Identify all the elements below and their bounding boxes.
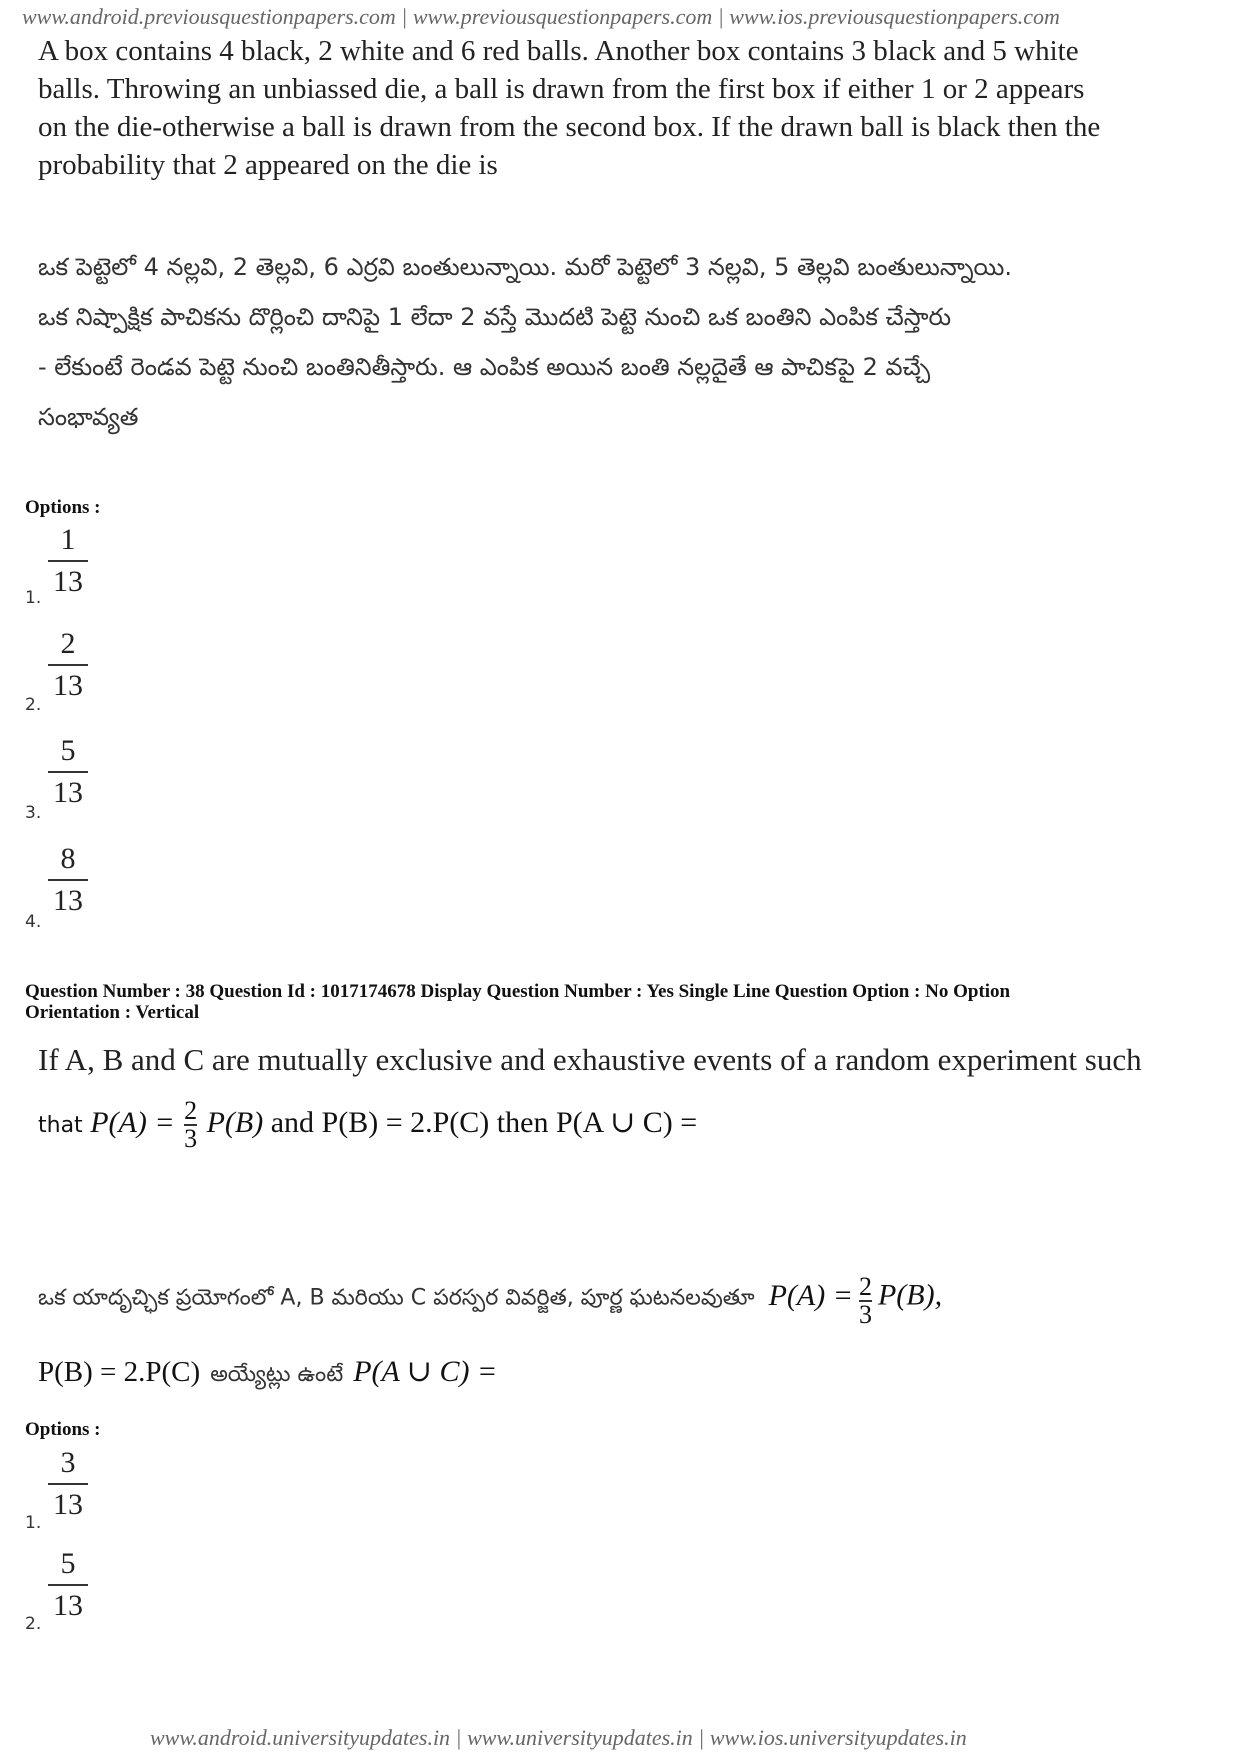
question-text-line: on the die-otherwise a ball is drawn from the second box. If the drawn ball is black then the [38,111,1101,143]
question-text-line: సంభావ్యత [38,403,139,431]
fraction-bar [48,1584,88,1586]
fraction-denominator: 3 [184,1124,198,1153]
fraction-denominator: 13 [53,776,83,809]
fraction-bar [48,771,88,773]
equation-term: P(B), [877,1278,943,1312]
fraction-numerator: 2 [858,1272,872,1301]
options-label: Options : [25,497,101,518]
question-text-line: - లేకుంటే రెండవ పెట్టె నుంచి బంతినితీస్తారు. ఆ ఎంపిక అయిన బంతి నల్లదైతే ఆ పాచికపై 2 వచ్చే [38,353,931,381]
option-number: 4. [25,912,42,932]
option-number: 2. [25,1614,42,1634]
meta-line: Orientation : Vertical [25,1002,200,1023]
option-fraction[interactable] [48,841,88,917]
equation-term: P(A ∪ C) = [353,1355,498,1388]
option-fraction[interactable] [48,522,88,598]
question-text-line: probability that 2 appeared on the die is [38,149,498,181]
fraction-bar [48,560,88,562]
telugu-text: అయ్యేట్లు ఉంటే [210,1362,344,1387]
question-38-meta [25,981,1225,1023]
equation-term: P(B) [206,1105,264,1139]
header-watermark: www.android.previousquestionpapers.com | www.previousquestionpapers.com | www.ios.previousquestionpapers.com [22,4,1060,29]
equation-term: P(A) = [90,1105,175,1139]
options-label: Options : [25,1419,101,1440]
meta-line: Question Number : 38 Question Id : 1017174678 Display Question Number : Yes Single Line Question Option : No Option [25,981,1011,1002]
question-text-line: balls. Throwing an unbiassed die, a ball is drawn from the first box if either 1 or 2 appears [38,73,1085,105]
option-number: 3. [25,803,42,823]
fraction-denominator: 13 [53,1589,83,1622]
fraction-numerator: 5 [60,734,76,767]
question-38-equation [38,1098,697,1152]
question-37-english [38,32,1218,184]
question-38-telugu-line2 [38,1354,497,1392]
question-38-english: If A, B and C are mutually exclusive and exhaustive events of a random experiment such [38,1042,1142,1077]
fraction-numerator: 8 [60,842,76,875]
option-fraction[interactable] [48,1546,88,1622]
equation-term: P(B) = 2.P(C) [38,1356,201,1388]
fraction-numerator: 3 [60,1446,76,1479]
fraction-bar [48,1483,88,1485]
option-number: 2. [25,695,42,715]
question-38-telugu-line1 [38,1274,942,1328]
fraction-denominator: 13 [53,669,83,702]
question-text-line: ఒక పెట్టెలో 4 నల్లవి, 2 తెల్లవి, 6 ఎర్రవి బంతులున్నాయి. మరో పెట్టెలో 3 నల్లవి, 5 తెల్లవి బంతులున్నాయి. [38,253,1013,281]
equation-fraction [859,1274,872,1328]
option-number: 1. [25,1513,42,1533]
telugu-text: ఒక యాదృచ్ఛిక ప్రయోగంలో A, B మరియు C పరస్పర వివర్జిత, పూర్ణ ఘటనలవుతూ [38,1285,755,1311]
fraction-denominator: 13 [53,884,83,917]
question-text-line: ఒక నిష్పాక్షిక పాచికను దొర్లించి దానిపై 1 లేదా 2 వస్తే మొదటి పెట్టె నుంచి ఒక బంతిని ఎంపిక చేస్తారు [38,303,952,331]
equation-prefix: that [38,1112,83,1138]
fraction-numerator: 5 [60,1547,76,1580]
question-text-line: A box contains 4 black, 2 white and 6 red balls. Another box contains 3 black and 5 white [38,35,1079,67]
fraction-denominator: 13 [53,1488,83,1521]
equation-fraction [184,1098,197,1152]
fraction-denominator: 13 [53,565,83,598]
equation-term: P(A) = [768,1278,853,1312]
option-fraction[interactable] [48,626,88,702]
fraction-numerator: 1 [60,523,76,556]
equation-rest: and P(B) = 2.P(C) then P(A ∪ C) = [270,1105,698,1139]
option-fraction[interactable] [48,1445,88,1521]
footer-watermark: www.android.universityupdates.in | www.universityupdates.in | www.ios.universityupdates.in [150,1725,967,1750]
option-number: 1. [25,588,42,608]
fraction-numerator: 2 [184,1096,198,1125]
fraction-denominator: 3 [858,1300,872,1329]
fraction-bar [48,879,88,881]
fraction-bar [48,664,88,666]
option-fraction[interactable] [48,733,88,809]
question-37-telugu [38,242,1218,442]
fraction-numerator: 2 [60,627,76,660]
